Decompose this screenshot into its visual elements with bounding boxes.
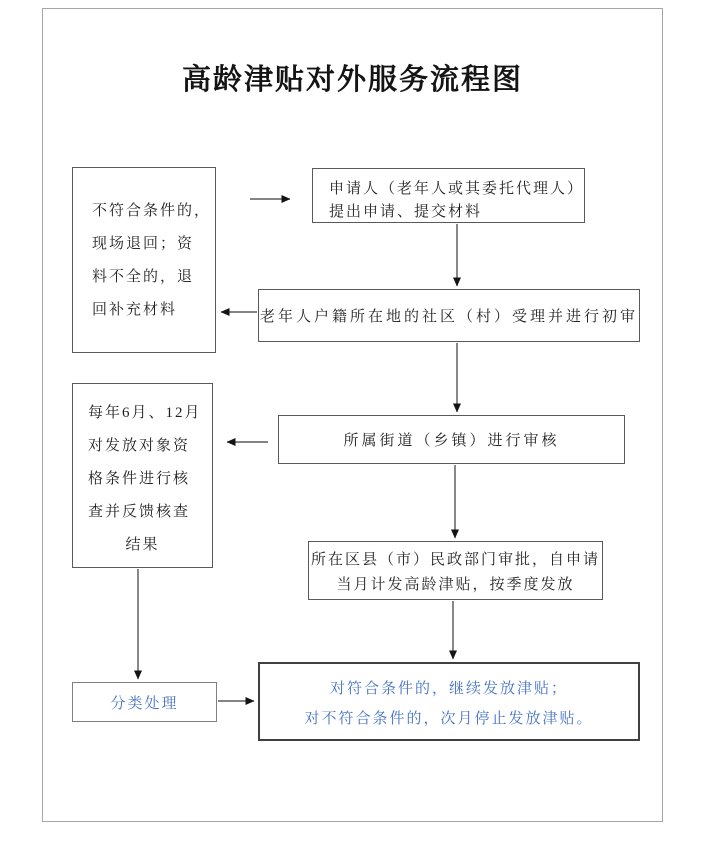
box-community-accept (258, 289, 640, 342)
box-line: 申请人（老年人或其委托代理人） (329, 181, 585, 197)
box-line: 当月计发高龄津贴，按季度发放 (336, 577, 575, 593)
box-line: 格条件进行核 (88, 471, 191, 487)
box-line: 结果 (125, 537, 160, 553)
box-line: 对符合条件的，继续发放津贴； (329, 681, 568, 697)
box-classify-handle (72, 682, 217, 722)
box-annual-verification (72, 383, 213, 568)
box-applicant-submit (312, 168, 585, 223)
box-line: 所在区县（市）民政部门审批，自申请 (310, 552, 600, 568)
box-line: 查并反馈核查 (88, 504, 191, 520)
box-street-review (278, 415, 625, 464)
box-line: 分类处理 (110, 695, 179, 712)
box-line: 所属街道（乡镇）进行审核 (343, 433, 560, 449)
box-line: 提出申请、提交材料 (329, 204, 483, 220)
box-line: 回补充材料 (92, 302, 178, 318)
box-line: 料不全的，退 (92, 269, 195, 285)
box-line: 不符合条件的， (92, 203, 212, 219)
box-line: 对发放对象资 (88, 438, 191, 454)
box-line: 每年6月、12月 (88, 405, 202, 421)
box-line: 对不符合条件的，次月停止发放津贴。 (304, 711, 594, 727)
box-civil-affairs-approve (308, 541, 603, 600)
box-result-notice (258, 662, 640, 741)
page-title: 高龄津贴对外服务流程图 (181, 64, 523, 96)
box-return-materials (72, 167, 216, 353)
box-line: 现场退回；资 (92, 236, 195, 252)
box-line: 老年人户籍所在地的社区（村）受理并进行初审 (259, 309, 638, 325)
